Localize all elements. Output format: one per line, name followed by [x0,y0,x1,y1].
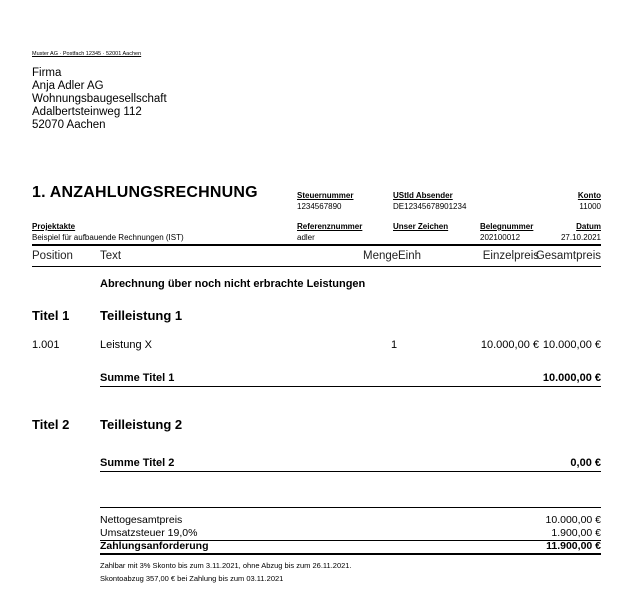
totals-bottom-rule [100,553,601,555]
steuernummer-value: 1234567890 [297,202,342,211]
title2-name: Teilleistung 2 [100,417,183,432]
sum2-value: 0,00 € [570,457,601,469]
sum1-rule [100,386,601,387]
ustid-value: DE12345678901234 [393,202,467,211]
totals-top-rule [100,507,601,508]
projekt-label: Projektakte [32,222,76,231]
datum-label: Datum [576,222,601,231]
col-text: Text [100,250,122,262]
document-title: 1. ANZAHLUNGSRECHNUNG [32,184,258,201]
ustid-label: UStId Absender [393,191,453,200]
konto-value: 11000 [579,202,601,211]
footer-line-1: Zahlbar mit 3% Skonto bis zum 3.11.2021, ohne Abzug bis zum 26.11.2021. [100,561,352,570]
projekt-value: Beispiel für aufbauende Rechnungen (IST) [32,233,184,242]
item1-gesamtpreis: 10.000,00 € [542,339,601,351]
sum2-rule [100,471,601,472]
zeichen-label: Unser Zeichen [393,222,449,231]
item1-menge: 1 [391,339,398,351]
col-position: Position [32,250,73,262]
sum1-value: 10.000,00 € [542,372,601,384]
col-gesamtpreis: Gesamtpreis [535,250,601,262]
recipient-line-5: 52070 Aachen [32,119,106,131]
konto-label: Konto [577,191,601,200]
col-einh: Einh [398,250,422,262]
zahl-value: 11.900,00 € [546,540,601,552]
title1-name: Teilleistung 1 [100,308,183,323]
referenz-value: adler [297,233,315,242]
sum2-label: Summe Titel 2 [100,457,175,469]
col-einzelpreis: Einzelpreis [482,250,539,262]
item1-pos: 1.001 [32,339,60,351]
datum-value: 27.10.2021 [560,233,601,242]
netto-label: Nettogesamtpreis [100,514,183,526]
header-rule [32,244,601,246]
column-header-rule [32,266,601,267]
beleg-value: 202100012 [480,233,521,242]
item1-text: Leistung X [100,339,152,351]
beleg-label: Belegnummer [480,222,534,231]
title1-label: Titel 1 [32,308,70,323]
steuernummer-label: Steuernummer [297,191,354,200]
netto-value: 10.000,00 € [545,514,601,526]
recipient-line-2: Anja Adler AG [32,80,104,92]
ust-value: 1.900,00 € [551,527,601,539]
recipient-line-1: Firma [32,67,62,79]
sum1-label: Summe Titel 1 [100,372,175,384]
col-menge: Menge [363,250,399,262]
referenz-label: Referenznummer [297,222,363,231]
ust-label: Umsatzsteuer 19,0% [100,527,198,539]
sender-line: Muster AG · Postfach 12345 · 52001 Aachen [32,51,142,57]
footer-line-2: Skontoabzug 357,00 € bei Zahlung bis zum 03.11.2021 [100,574,284,583]
recipient-line-3: Wohnungsbaugesellschaft [32,93,167,105]
intro-text: Abrechnung über noch nicht erbrachte Leistungen [100,278,366,290]
recipient-line-4: Adalbertsteinweg 112 [32,106,142,118]
zahl-label: Zahlungsanforderung [100,540,209,552]
item1-einzelpreis: 10.000,00 € [480,339,539,351]
title2-label: Titel 2 [32,417,70,432]
